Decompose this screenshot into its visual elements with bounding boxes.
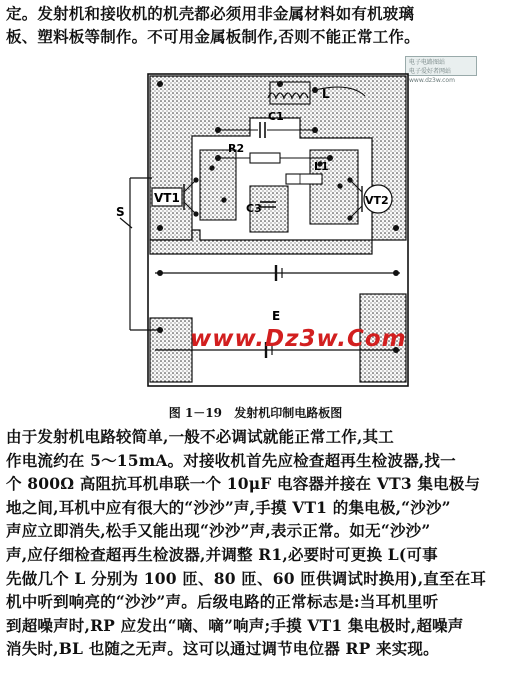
top-paragraph bbox=[6, 2, 506, 48]
text-line: 板、塑料板等制作。不可用金属板制作,否则不能正常工作。 bbox=[6, 27, 420, 46]
label-L: L bbox=[322, 87, 330, 101]
caption-number: 图 1－19 bbox=[168, 406, 223, 420]
stamp-line: 电子电路图站 bbox=[409, 59, 446, 66]
text-line: 先做几个 L 分别为 100 匝、80 匝、60 匝供调试时换用),直至在耳 bbox=[6, 568, 487, 588]
watermark: www.Dz3w.Com bbox=[190, 326, 407, 352]
inductor-L1 bbox=[286, 174, 322, 184]
text-line: 地之间,耳机中应有很大的“沙沙”声,手摸 VT1 的集电极,“沙沙” bbox=[6, 497, 451, 517]
text-line: 个 800Ω 高阻抗耳机串联一个 10μF 电容器并接在 VT3 集电极与 bbox=[6, 474, 481, 494]
text-line: 机中听到响亮的“沙沙”声。后级电路的正常标志是:当耳机里听 bbox=[6, 592, 439, 612]
label-C1: C1 bbox=[268, 110, 284, 123]
label-S: S bbox=[116, 205, 125, 219]
text-line: 到超噪声时,RP 应发出“嘀、嘀”响声;手摸 VT1 集电极时,超噪声 bbox=[6, 615, 464, 635]
label-R2: R2 bbox=[228, 142, 245, 155]
stamp-line: 电子爱好者网站 bbox=[409, 68, 452, 75]
bottom-paragraph bbox=[6, 425, 506, 661]
text-line: 声,应仔细检查超再生检波器,并调整 R1,必要时可更换 L(可事 bbox=[6, 544, 438, 564]
label-E: E bbox=[272, 309, 281, 323]
label-L1: L1 bbox=[314, 160, 329, 173]
text-line: 定。发射机和接收机的机壳都必须用非金属材料如有机玻璃 bbox=[6, 4, 415, 23]
text-line: 消失时,BL 也随之无声。这可以通过调节电位器 RP 来实现。 bbox=[6, 639, 439, 659]
caption-title: 发射机印制电路板图 bbox=[234, 406, 343, 420]
label-C3: C3 bbox=[246, 202, 262, 215]
stamp-line: www.dz3w.com bbox=[409, 77, 455, 84]
text-line: 声应立即消失,松手又能出现“沙沙”声,表示正常。如无“沙沙” bbox=[6, 521, 431, 541]
site-stamp bbox=[405, 56, 477, 84]
figure-caption bbox=[0, 404, 511, 421]
label-VT1: VT1 bbox=[154, 191, 180, 205]
text-line: 作电流约在 5～15mA。对接收机首先应检查超再生检波器,找一 bbox=[6, 450, 456, 470]
label-VT2: VT2 bbox=[365, 194, 389, 207]
text-line: 由于发射机电路较简单,一般不必调试就能正常工作,其工 bbox=[6, 427, 394, 446]
